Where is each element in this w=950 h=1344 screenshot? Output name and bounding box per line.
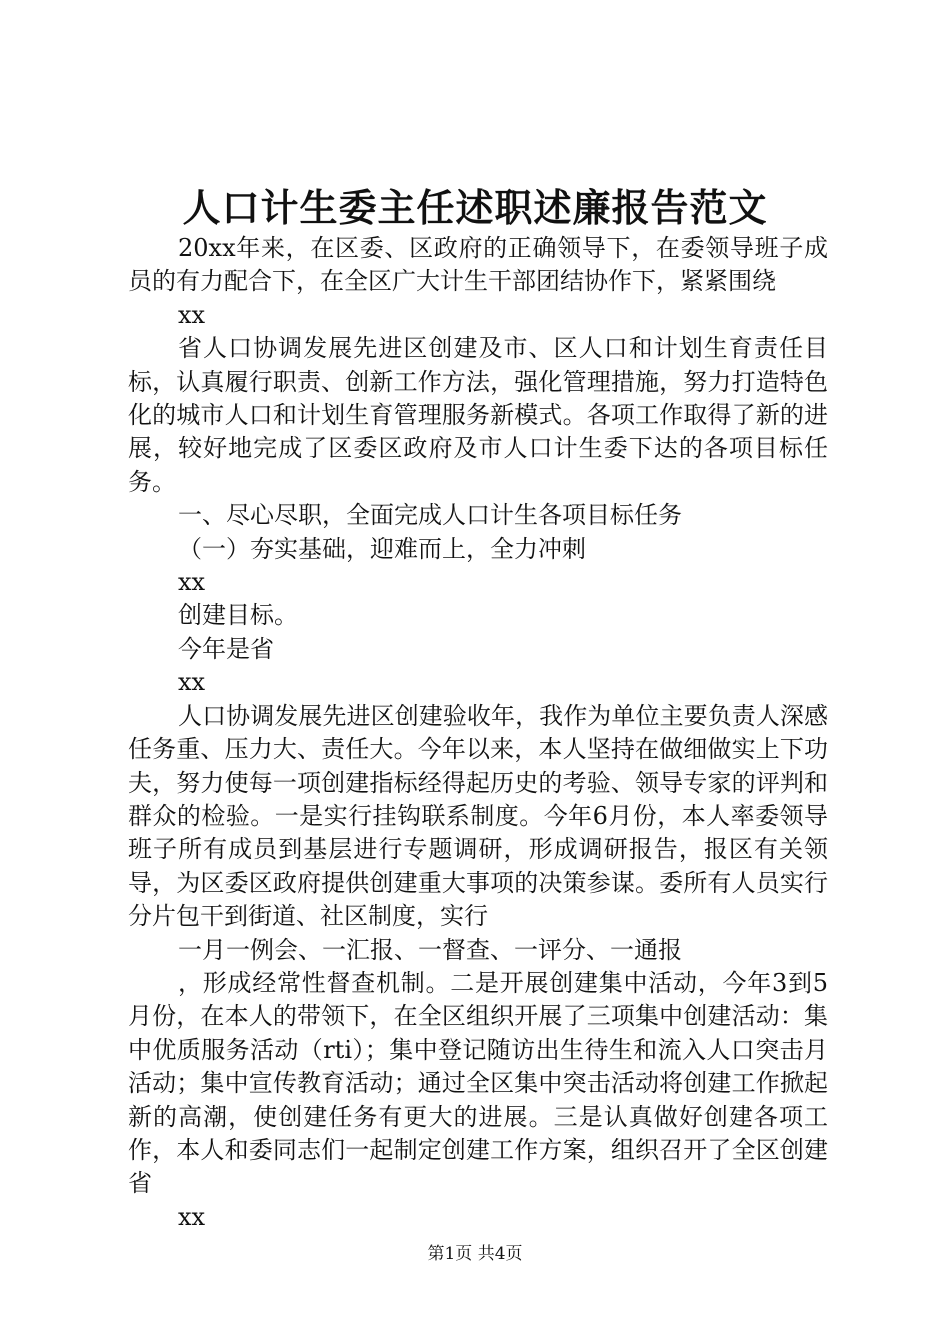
page-footer: 第1页 共4页 <box>427 1244 523 1264</box>
paragraph-intro: 20xx年来，在区委、区政府的正确领导下，在委领导班子成员的有力配合下，在全区广大计生干部团结协作下，紧紧围绕 <box>128 234 828 296</box>
paragraph-acceptance: 人口协调发展先进区创建验收年，我作为单位主要负责人深感任务重、压力大、责任大。今年以来，本人坚持在做细做实上下功夫，努力使每一项创建指标经得起历史的考验、领导专家的评判和群众的检验。一是实行挂钩联系制度。今年6月份，本人率委领导班子所有成员到基层进行专题调研，形成调研报告，报区有关领导，为区委区政府提供创建重大事项的决策参谋。委所有人员实行分片包干到街道、社区制度，实行 <box>128 701 828 931</box>
paragraph-activities: ，形成经常性督查机制。二是开展创建集中活动，今年3到5月份，在本人的带领下，在全区组织开展了三项集中创建活动：集中优质服务活动（rti）；集中登记随访出生待生和流入人口突击月活动；集中宣传教育活动；通过全区集中突击活动将创建工作掀起新的高潮，使创建任务有更大的进展。三是认真做好创建各项工作，本人和委同志们一起制定创建工作方案，组织召开了全区创建省 <box>128 968 828 1198</box>
paragraph-goals: 省人口协调发展先进区创建及市、区人口和计划生育责任目标，认真履行职责、创新工作方法，强化管理措施，努力打造特色化的城市人口和计划生育管理服务新模式。各项工作取得了新的进展，较好地完成了区委区政府及市人口计生委下达的各项目标任务。 <box>128 334 828 496</box>
paragraph-short: 今年是省 <box>178 634 274 663</box>
subsection-heading: （一）夯实基础，迎难而上，全力冲刺 <box>178 534 586 563</box>
paragraph-short: 创建目标。 <box>178 601 298 630</box>
document-title: 人口计生委主任述职述廉报告范文 <box>182 185 768 230</box>
paragraph-placeholder: xx <box>178 300 206 329</box>
paragraph-placeholder: xx <box>178 668 206 697</box>
paragraph-mechanism: 一月一例会、一汇报、一督查、一评分、一通报 <box>178 935 682 964</box>
section-heading: 一、尽心尽职，全面完成人口计生各项目标任务 <box>178 501 682 530</box>
paragraph-placeholder: xx <box>178 1202 206 1231</box>
paragraph-placeholder: xx <box>178 568 206 597</box>
document-body <box>128 232 828 1234</box>
